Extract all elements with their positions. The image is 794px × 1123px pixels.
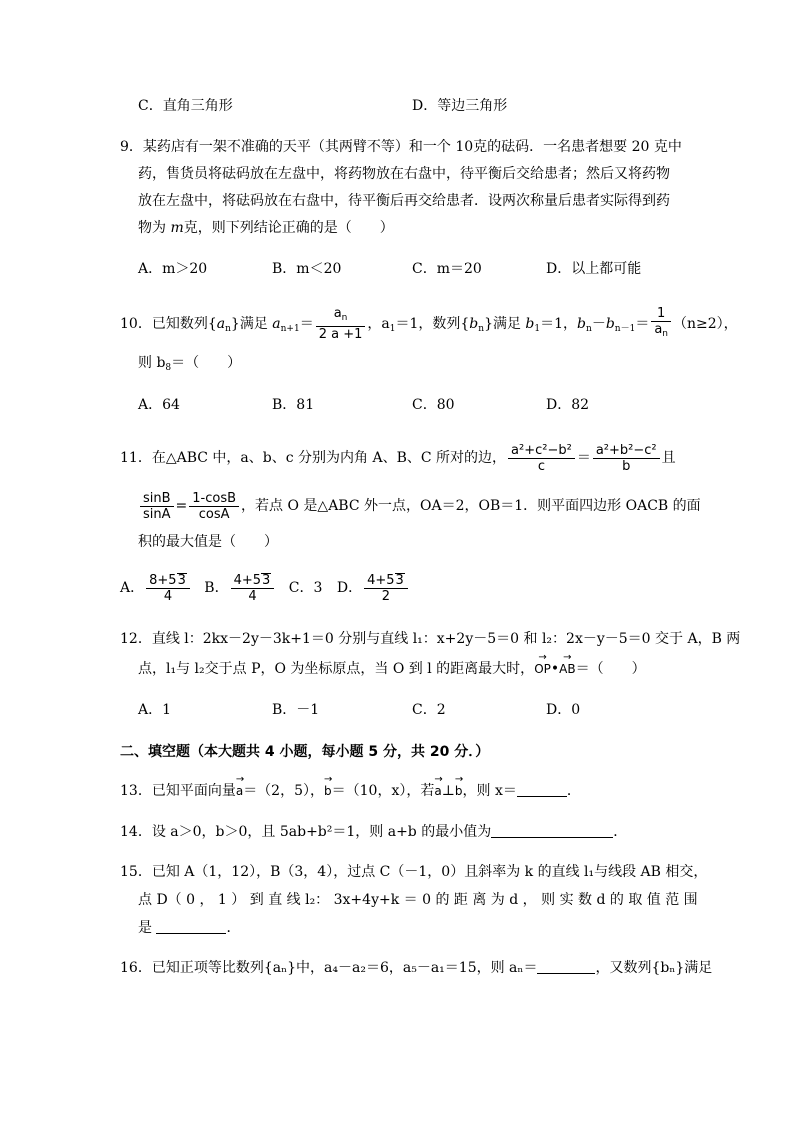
q10-option-a: A．64 [138,397,180,413]
q13-vector-b-2: → b [455,781,463,801]
q11-b-radicand: 3 [262,572,271,588]
q9-text-line1: 某药店有一架不准确的天平（其两臂不等）和一个 10克的砝码．一名患者想要 20 克中 [142,139,682,155]
q12-vector-ab: → AB [559,659,575,679]
q11-frac2-den: b [593,458,660,474]
q9-option-c: C．m＝20 [412,261,482,277]
q10-option-c: C．80 [412,397,455,413]
q11-frac2-num: a²+b²−c² [595,442,657,458]
q11-a-num: 8+5 [149,572,177,588]
q13-line [120,781,581,801]
q11-frac3-den: sinA [140,506,174,522]
q11-d-num: 4+5 [367,572,395,588]
q12-dot: • [550,661,560,677]
q15-line3 [138,918,240,938]
q10-line2-sub: 8 [165,363,172,373]
q9-option-a: A．m＞20 [138,261,208,277]
q16-number: 16． [120,960,152,976]
q9-line4-pre: 物为 [138,220,171,236]
q13-vector-b: → b [324,781,332,801]
q9-line4 [138,218,394,238]
q10-text-a: 已知数列{ [151,316,217,332]
q11-fraction-4 [189,491,239,522]
q10-frac2-den: a [654,322,663,337]
q13-mid1: ＝（2，5）， [243,783,325,799]
q11-options [120,568,410,608]
q14-end: ． [613,824,628,840]
q11-frac1-den: c [508,458,575,474]
q12-option-c: C．2 [412,702,446,718]
q9-number: 9． [120,139,143,155]
q12-option-b: B．－1 [272,702,320,718]
q10-text-c: ，a [367,316,390,332]
q9-line1 [120,137,682,157]
q11-option-d-label: D． [336,580,363,596]
q10-line2-post: ＝（ ） [171,355,242,371]
q13-perp-symbol: ⊥ [441,783,455,799]
q13-vector-a: → a [236,781,243,801]
q11-text-line1: 在△ABC 中，a、b、c 分别为内角 A、B、C 所对的边， [151,450,507,466]
q13-answer-blank[interactable] [517,782,567,797]
q11-frac1-num: a²+c²−b² [511,442,572,458]
q13-post: ，则 x＝ [462,783,517,799]
q10-number: 10． [120,316,152,332]
q10-frac2-num: 1 [657,306,666,321]
q9-option-b: B．m＜20 [272,261,342,277]
q11-text-line2: ，若点 O 是△ABC 外一点，OA＝2，OB＝1．则平面四边形 OACB 的面 [241,498,701,514]
q13-mid2: ＝（10，x），若 [331,783,435,799]
q11-line2 [138,490,701,522]
q11-option-b-label: B． [204,580,229,596]
q12-line2 [138,659,646,679]
q10-option-b: B．81 [272,397,315,413]
q13-end: ． [566,783,581,799]
q11-frac4-num: 1-cosB [192,490,237,506]
q11-b-den: 4 [231,588,275,604]
q12-vector-op: → OP [534,659,551,679]
q11-frac3-num: sinB [143,490,171,506]
q10-fraction-2: $\frac{1}{a_n}$ [651,306,671,342]
q15-number: 15． [120,864,152,880]
q12-line1 [120,629,740,649]
q11-b-num: 4+5 [233,572,262,588]
q10-fraction-1: $\frac{a_n}{2 a +1}$ [316,306,366,342]
q15-line2: 点 D（ 0 ， 1 ） 到 直 线 l₂： 3x+4y+k ＝ 0 的 距 离 为 d ， 则 实 数 d 的 取 值 范 围 [138,892,698,908]
q11-equals: ＝ [576,450,591,466]
q9-var-m: m [170,220,184,236]
q10-line2-pre: 则 b [138,355,166,371]
q12-number: 12． [120,631,152,647]
q10-text-b: }满足 [230,316,273,332]
q11-equals-2: = [175,498,188,514]
q13-pre: 已知平面向量 [151,783,236,799]
q11-line3: 积的最大值是（ ） [138,534,278,550]
q14-number: 14． [120,824,152,840]
q10-frac1-num: a [333,306,342,321]
section-heading-fill-blank: 二、填空题（本大题共 4 小题，每小题 5 分，共 20 分．） [120,744,490,760]
q11-option-c: C．3 [288,580,323,596]
q10-text-g: － [591,316,606,332]
q14-answer-blank[interactable] [491,823,613,838]
q8-option-c: C．直角三角形 [138,98,233,114]
q8-option-d: D．等边三角形 [412,98,508,114]
q11-option-a-label: A． [120,580,145,596]
q12-option-d: D．0 [546,702,581,718]
q10-line2 [138,353,241,378]
q11-and: 且 [661,450,676,466]
q14-text: 设 a＞0，b＞0，且 5ab+b²＝1，则 a+b 的最小值为 [151,824,492,840]
q11-option-d-value [364,573,408,604]
q11-fraction-2 [593,443,660,474]
q15-text-line1: 已知 A（1，12），B（3，4），过点 C（－1，0）且斜率为 k 的直线 l₁与线段 AB 相交， [151,864,708,880]
q15-line1 [120,862,707,882]
q11-fraction-1 [508,443,575,474]
q9-line4-post: 克，则下列结论正确的是（ ） [183,220,394,236]
q12-text-line1: 直线 l：2kx－2y－3k+1＝0 分别与直线 l₁：x+2y－5＝0 和 l₂：2x－y－5＝0 交于 A，B 两 [151,631,741,647]
q11-a-den: 4 [146,588,190,604]
q10-frac1-den: 2 a +1 [316,326,366,342]
q11-a-radicand: 3 [177,572,186,588]
q13-vector-a-2: → a [434,781,441,801]
q15-answer-blank[interactable] [156,919,226,934]
q11-option-a-value [146,573,190,604]
q14-line [120,822,627,842]
q10-line1: 10．已知数列$\{a_n\}$满足 $a_{n+1}=$ $\frac{a_n}{2 a +1}$ ，$a_1=1$，数列$\{b_n\}$满足 $b_1=1$，$b_n-b_{n-1}=$ $\frac{1}{a_n}$ （n≥2）， [120,306,738,342]
q12-option-a: A．1 [138,702,172,718]
q10-condition: （n≥2）， [673,316,738,332]
q11-d-den: 2 [364,588,408,604]
q16-post: ，又数列{bₙ}满足 [595,960,713,976]
q10-text-e: }满足 [484,316,526,332]
q11-option-b-value [231,573,275,604]
q15-end: ． [226,920,241,936]
q9-option-d: D．以上都可能 [546,261,642,277]
q12-line2-pre: 点，l₁与 l₂交于点 P，O 为坐标原点，当 O 到 l 的距离最大时， [138,661,535,677]
q11-fraction-3 [140,491,174,522]
q11-frac4-den: cosA [189,506,239,522]
q15-line3-pre: 是 [138,920,157,936]
q16-text: 已知正项等比数列{aₙ}中，a₄－a₂＝6，a₅－a₁＝15，则 aₙ＝ [151,960,538,976]
q10-option-d: D．82 [546,397,590,413]
q11-number: 11． [120,450,152,466]
q16-answer-blank[interactable] [537,959,595,974]
q10-text-d: ＝1，数列{ [395,316,470,332]
q9-line2: 药，售货员将砝码放在左盘中，将药物放在右盘中，待平衡后交给患者；然后又将药物 [138,166,670,182]
q13-number: 13． [120,783,152,799]
q16-line1 [120,958,712,978]
q9-line3: 放在左盘中，将砝码放在右盘中，待平衡后再交给患者．设两次称量后患者实际得到药 [138,193,670,209]
q11-line1 [120,442,676,474]
q12-line2-post: ＝（ ） [575,661,646,677]
q10-text-f: ＝1， [540,316,578,332]
q11-d-radicand: 3 [395,572,404,588]
